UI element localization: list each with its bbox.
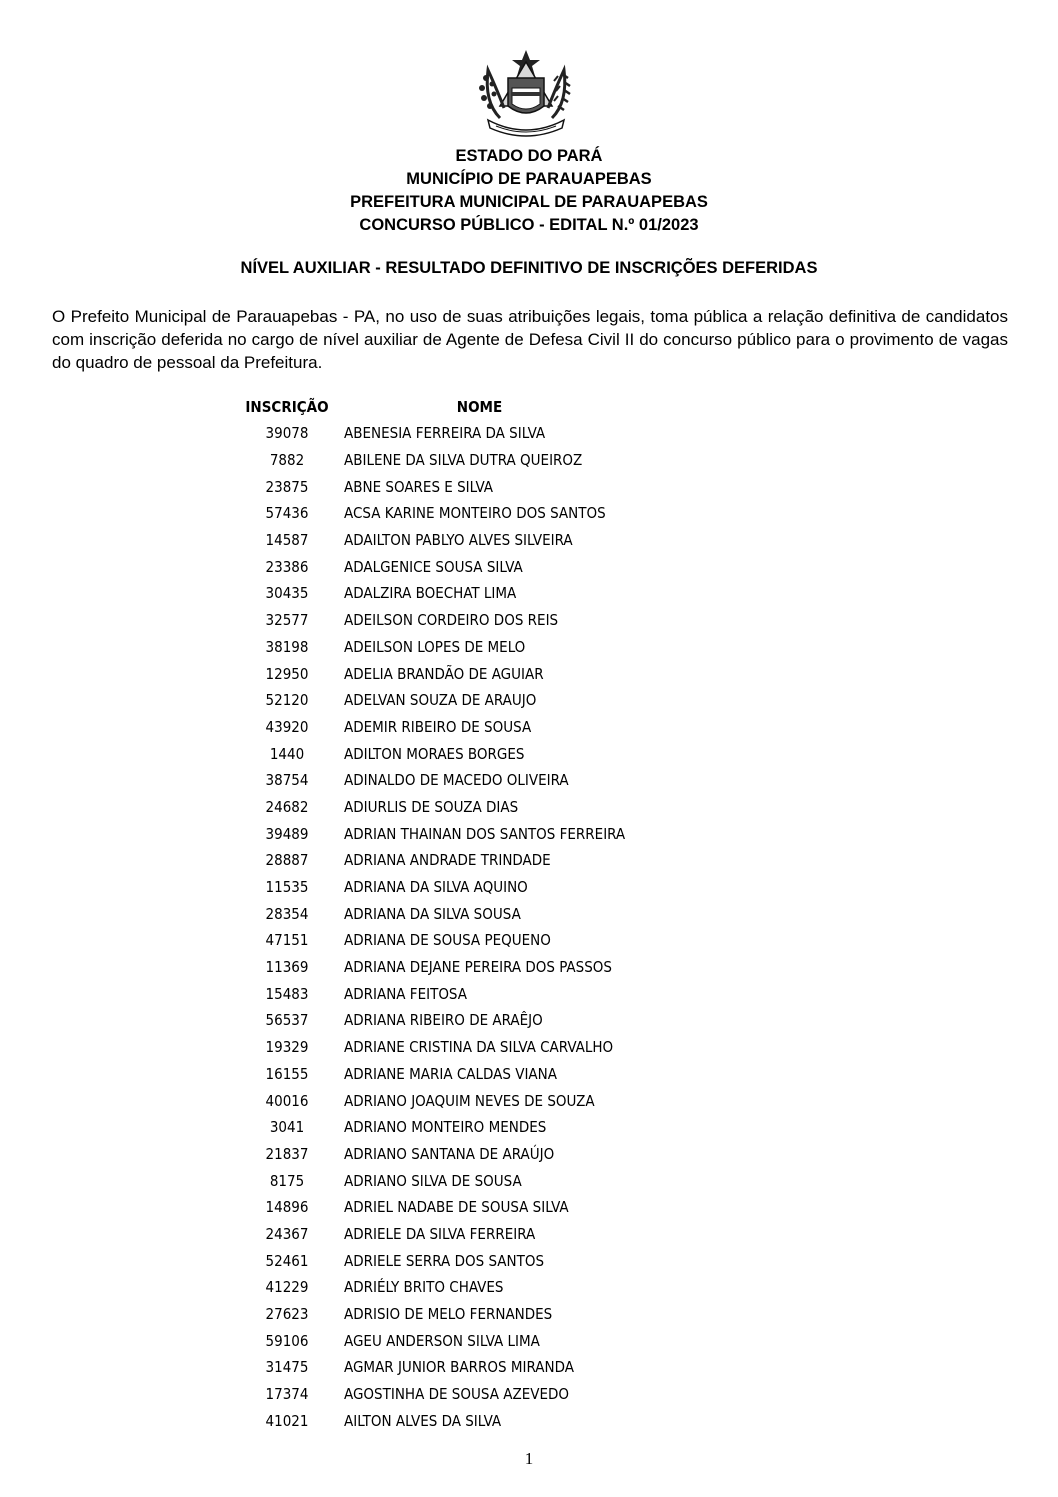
- table-header: [230, 394, 750, 420]
- table-row: [230, 420, 750, 447]
- candidate-name: ADRIANO MONTEIRO MENDES: [344, 1118, 547, 1137]
- candidate-name: ADALGENICE SOUSA SILVA: [344, 557, 523, 576]
- table-row: [230, 874, 750, 901]
- registration-number: 52120: [265, 691, 309, 710]
- candidate-name: ADRIANA DA SILVA AQUINO: [344, 878, 528, 897]
- registration-number: 31475: [265, 1358, 309, 1377]
- candidate-name: AILTON ALVES DA SILVA: [344, 1411, 502, 1430]
- registration-number: 30435: [265, 584, 309, 603]
- table-row: [230, 1301, 750, 1328]
- document-subtitle: NÍVEL AUXILIAR - RESULTADO DEFINITIVO DE INSCRIÇÕES DEFERIDAS: [240, 259, 818, 277]
- registration-number: 57436: [265, 504, 309, 523]
- registration-number: 47151: [265, 931, 309, 950]
- table-row: [230, 980, 750, 1007]
- candidate-name: AGEU ANDERSON SILVA LIMA: [344, 1331, 540, 1350]
- registration-number: 40016: [265, 1091, 309, 1110]
- candidate-name: ADILTON MORAES BORGES: [344, 744, 525, 763]
- candidate-name: ABNE SOARES E SILVA: [344, 477, 494, 496]
- candidates-table: [230, 394, 750, 1434]
- registration-number: 21837: [265, 1144, 309, 1163]
- candidate-name: ADEMIR RIBEIRO DE SOUSA: [344, 717, 532, 736]
- table-row: [230, 1381, 750, 1408]
- candidate-name: ADINALDO DE MACEDO OLIVEIRA: [344, 771, 569, 790]
- table-row: [230, 1327, 750, 1354]
- candidate-name: ADRIANA RIBEIRO DE ARAÊJO: [344, 1011, 543, 1030]
- coat-of-arms-emblem: [466, 48, 582, 140]
- candidate-name: ADRIANA DA SILVA SOUSA: [344, 904, 521, 923]
- table-row: [230, 740, 750, 767]
- header-edital: CONCURSO PÚBLICO - EDITAL N.º 01/2023: [359, 216, 699, 234]
- registration-number: 23875: [265, 477, 309, 496]
- column-header-nome: NOME: [456, 398, 503, 416]
- candidate-name: ADRIÉLY BRITO CHAVES: [344, 1278, 504, 1297]
- table-row: [230, 714, 750, 741]
- candidate-name: AGOSTINHA DE SOUSA AZEVEDO: [344, 1385, 569, 1404]
- document-header: [0, 145, 1058, 237]
- table-row: [230, 1034, 750, 1061]
- candidate-name: ADRIANA DE SOUSA PEQUENO: [344, 931, 551, 950]
- table-row: [230, 820, 750, 847]
- table-row: [230, 1114, 750, 1141]
- registration-number: 28354: [265, 904, 309, 923]
- table-row: [230, 607, 750, 634]
- registration-number: 27623: [265, 1305, 309, 1324]
- candidate-name: ADELIA BRANDÃO DE AGUIAR: [344, 664, 544, 683]
- intro-paragraph: O Prefeito Municipal de Parauapebas - PA, no uso de suas atribuições legais, toma pública a relação definitiva de candidatos com inscrição deferida no cargo de nível auxiliar de Agente de Defesa Civil II do concurso público para o provimento de vagas do quadro de pessoal da Prefeitura.: [52, 307, 1008, 372]
- candidate-name: ACSA KARINE MONTEIRO DOS SANTOS: [344, 504, 606, 523]
- candidate-name: ADIURLIS DE SOUZA DIAS: [344, 797, 519, 816]
- table-row: [230, 1167, 750, 1194]
- registration-number: 3041: [269, 1118, 305, 1137]
- candidate-name: ADAILTON PABLYO ALVES SILVEIRA: [344, 531, 573, 550]
- table-row: [230, 1247, 750, 1274]
- table-row: [230, 1407, 750, 1434]
- registration-number: 43920: [265, 717, 309, 736]
- table-row: [230, 900, 750, 927]
- table-row: [230, 634, 750, 661]
- candidate-name: ADRIANO SANTANA DE ARAÚJO: [344, 1144, 555, 1163]
- candidate-name: ADRIANE MARIA CALDAS VIANA: [344, 1064, 557, 1083]
- registration-number: 24682: [265, 797, 309, 816]
- page-number: 1: [524, 1449, 534, 1468]
- table-row: [230, 794, 750, 821]
- candidate-name: ADALZIRA BOECHAT LIMA: [344, 584, 517, 603]
- registration-number: 17374: [265, 1385, 309, 1404]
- registration-number: 28887: [265, 851, 309, 870]
- registration-number: 39078: [265, 424, 309, 443]
- candidate-name: ADRIELE SERRA DOS SANTOS: [344, 1251, 545, 1270]
- candidate-name: ADRIELE DA SILVA FERREIRA: [344, 1224, 536, 1243]
- column-header-inscricao: INSCRIÇÃO: [245, 398, 329, 416]
- table-row: [230, 687, 750, 714]
- candidate-name: ADEILSON LOPES DE MELO: [344, 637, 526, 656]
- table-row: [230, 1354, 750, 1381]
- registration-number: 59106: [265, 1331, 309, 1350]
- registration-number: 38754: [265, 771, 309, 790]
- table-row: [230, 1141, 750, 1168]
- header-prefecture: PREFEITURA MUNICIPAL DE PARAUAPEBAS: [350, 193, 708, 211]
- registration-number: 38198: [265, 637, 309, 656]
- registration-number: 39489: [265, 824, 309, 843]
- table-row: [230, 447, 750, 474]
- table-row: [230, 580, 750, 607]
- table-row: [230, 1274, 750, 1301]
- registration-number: 15483: [265, 984, 309, 1003]
- registration-number: 14896: [265, 1198, 309, 1217]
- table-row: [230, 954, 750, 981]
- candidate-name: AGMAR JUNIOR BARROS MIRANDA: [344, 1358, 574, 1377]
- registration-number: 11535: [265, 878, 309, 897]
- table-row: [230, 527, 750, 554]
- registration-number: 24367: [265, 1224, 309, 1243]
- registration-number: 32577: [265, 611, 309, 630]
- table-row: [230, 500, 750, 527]
- candidate-name: ADRIANE CRISTINA DA SILVA CARVALHO: [344, 1038, 614, 1057]
- candidate-name: ABENESIA FERREIRA DA SILVA: [344, 424, 546, 443]
- table-row: [230, 1061, 750, 1088]
- table-row: [230, 1221, 750, 1248]
- registration-number: 12950: [265, 664, 309, 683]
- registration-number: 1440: [269, 744, 305, 763]
- candidate-name: ADRIANA ANDRADE TRINDADE: [344, 851, 551, 870]
- registration-number: 7882: [269, 451, 305, 470]
- registration-number: 41021: [265, 1411, 309, 1430]
- candidate-name: ADRIANA DEJANE PEREIRA DOS PASSOS: [344, 958, 612, 977]
- table-row: [230, 1087, 750, 1114]
- registration-number: 23386: [265, 557, 309, 576]
- table-row: [230, 927, 750, 954]
- table-row: [230, 1194, 750, 1221]
- candidate-name: ADRIAN THAINAN DOS SANTOS FERREIRA: [344, 824, 626, 843]
- header-state: ESTADO DO PARÁ: [455, 147, 603, 165]
- coat-of-arms-icon: [466, 48, 582, 140]
- candidate-name: ABILENE DA SILVA DUTRA QUEIROZ: [344, 451, 583, 470]
- registration-number: 56537: [265, 1011, 309, 1030]
- registration-number: 11369: [265, 958, 309, 977]
- candidate-name: ADRIEL NADABE DE SOUSA SILVA: [344, 1198, 569, 1217]
- candidate-name: ADRIANO SILVA DE SOUSA: [344, 1171, 522, 1190]
- table-row: [230, 767, 750, 794]
- registration-number: 52461: [265, 1251, 309, 1270]
- candidate-name: ADRISIO DE MELO FERNANDES: [344, 1305, 553, 1324]
- table-body: [230, 420, 750, 1434]
- candidate-name: ADEILSON CORDEIRO DOS REIS: [344, 611, 559, 630]
- candidate-name: ADRIANO JOAQUIM NEVES DE SOUZA: [344, 1091, 595, 1110]
- candidate-name: ADELVAN SOUZA DE ARAUJO: [344, 691, 537, 710]
- table-row: [230, 660, 750, 687]
- table-row: [230, 473, 750, 500]
- table-row: [230, 847, 750, 874]
- registration-number: 41229: [265, 1278, 309, 1297]
- registration-number: 16155: [265, 1064, 309, 1083]
- table-row: [230, 553, 750, 580]
- table-row: [230, 1007, 750, 1034]
- header-municipality: MUNICÍPIO DE PARAUAPEBAS: [406, 170, 652, 188]
- candidate-name: ADRIANA FEITOSA: [344, 984, 468, 1003]
- registration-number: 8175: [269, 1171, 305, 1190]
- registration-number: 19329: [265, 1038, 309, 1057]
- registration-number: 14587: [265, 531, 309, 550]
